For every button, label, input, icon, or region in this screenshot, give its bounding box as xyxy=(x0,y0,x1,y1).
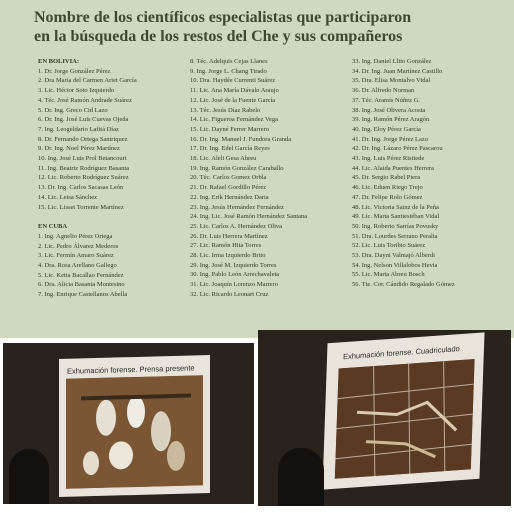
scientist-name: 16. Dr. Ing. Manuel J. Fundora Granda xyxy=(190,135,292,143)
scientist-name: 1. Ing. Agnelio Pérez Ortega xyxy=(38,232,113,240)
scientist-name: 31. Lic. Joaquín Lorenzo Marrero xyxy=(190,281,279,289)
scientist-name: 15. Lic. Dayné Ferrer Marrero xyxy=(190,125,270,133)
scientist-name: 55. Lic. Marta Abreu Bosch xyxy=(352,271,425,279)
scientist-name: 7. Ing. Enrique Castellanos Abella xyxy=(38,291,128,299)
scientist-name: 17. Dr. Ing. Edel García Reyes xyxy=(190,145,270,153)
scientist-name: 2. Dra María del Carmen Ariet García xyxy=(38,77,137,85)
scientist-name: 45. Dr. Sergio Rabel Piera xyxy=(352,174,421,182)
scientist-name: 10. Ing. José Luis Prol Betancourt xyxy=(38,155,127,163)
title-line-1: Nombre de los científicos especialistas que participaron xyxy=(34,9,412,26)
scientist-name: 5. Lic. Ketta Bacallao Fernández xyxy=(38,271,124,279)
scientist-name: 20. Téc. Carlos Gomez Orbla xyxy=(190,174,267,182)
scientist-name: 25. Lic. Carlos A. Hernández Oliva xyxy=(190,222,283,230)
scientist-name: 51. Dra. Lourdes Serrano Peralta xyxy=(352,232,438,240)
scientist-name: 42. Dr. Ing. Lázaro Pérez Pascarou xyxy=(352,145,443,153)
scientist-name: 53. Dra. Dayni Valmajó Alberdi xyxy=(352,252,435,260)
scientist-name: 30. Ing. Pablo León Arrechavaleta xyxy=(190,271,280,279)
scientist-name: 14. Lic. Leisa Sánchez xyxy=(38,193,98,201)
scientist-name: 6. Dr. Ing. José Luis Cuevas Ojeda xyxy=(38,116,129,124)
scientist-name: 39. Ing. Ramón Pérez Aragón xyxy=(352,116,430,124)
country-heading: EN BOLIVIA: xyxy=(38,58,79,65)
scientist-name: 28. Lic. Irma Izquierdo Brito xyxy=(190,252,266,260)
exhumation-photo-grid xyxy=(258,330,511,506)
scientist-name: 4. Téc. José Ramón Andrade Suárez xyxy=(38,96,132,104)
scientist-name: 15. Lic. Lisset Torrente Martínez xyxy=(38,203,124,211)
scientist-name: 13. Dr. Ing. Carlos Sacasas León xyxy=(38,184,124,192)
scientist-name: 27. Lic. Ramón Hita Torres xyxy=(190,242,262,250)
scientist-name: 38. Ing. José Olivera Acosta xyxy=(352,106,426,114)
scientist-name: 41. Dr. Ing. Jorge Pérez Lazo xyxy=(352,135,429,143)
grid-remains-illustration xyxy=(335,359,475,479)
scientist-name: 3. Lic. Héctor Soto Izquierdo xyxy=(38,87,115,95)
scientist-name: 23. Ing. Jesús Hernández Fernández xyxy=(190,203,284,211)
scientist-name: 46. Lic. Eduen Riego Trejo xyxy=(352,184,423,192)
photo-caption: Exhumación forense. Prensa presente xyxy=(67,363,195,376)
scientist-name: 33. Ing. Daniel Llito González xyxy=(352,58,432,65)
scientist-name: 2. Lic. Pedro Álvarez Mederos xyxy=(38,242,119,250)
projection-screen xyxy=(322,332,484,489)
scientist-name: 35. Dra. Elisa Montalvo Vidal xyxy=(352,77,431,85)
scientist-name: 12. Lic. Roberto Rodríguez Suárez xyxy=(38,174,129,182)
names-column-1 xyxy=(38,57,178,300)
scientist-name: 36. Dr. Alfredo Norman xyxy=(352,87,415,95)
presenter-silhouette xyxy=(9,449,49,504)
scientist-name: 52. Lic. Luis Toribio Suárez xyxy=(352,242,426,250)
scientist-name: 5. Dr. Ing. Greco Cid Lazo xyxy=(38,106,108,114)
scientist-name: 34. Dr. Ing. Juan Martínez Castillo xyxy=(352,67,443,75)
scientist-name: 50. Ing. Roberto Sarrías Povusky xyxy=(352,222,439,230)
page-title xyxy=(34,8,508,46)
scientist-name: 13. Téc. Jesús Díaz Rabelo xyxy=(190,106,261,114)
scientist-name: 21. Dr. Rafael Gordillo Pérez xyxy=(190,184,267,192)
scientist-name: 9. Ing. Jorge L. Chang Tirado xyxy=(190,67,267,75)
country-heading: EN CUBA xyxy=(38,223,68,231)
scientist-name: 1. Dr. Jorge González Pérez xyxy=(38,67,111,75)
scientist-name: 10. Dra. Haydée Currenti Suárez xyxy=(190,77,276,85)
scientist-name: 4. Dra. Rosa Arellano Gallego xyxy=(38,262,117,270)
title-line-2: en la búsqueda de los restos del Che y sus compañeros xyxy=(34,28,403,45)
names-column-3 xyxy=(352,57,502,290)
exhumation-photo-press xyxy=(3,343,254,504)
scientist-name: 48. Lic. Victoria Sainz de la Peña xyxy=(352,203,439,211)
grid-excavation-image xyxy=(335,359,475,479)
scientist-name: 14. Lic. Figueroa Fernández Vega xyxy=(190,116,278,124)
scientist-name: 18. Lic. Aleli Gesa Abreu xyxy=(190,155,257,163)
scientist-name: 12. Lic. José de la Fuente García xyxy=(190,96,276,104)
scientist-name: 32. Lic. Ricardo Leonart Cruz xyxy=(190,290,269,298)
scientist-name: 11. Lic. Ana María Dávalo Araujo xyxy=(190,87,279,95)
scientist-name: 8. Téc. Adelquis Cejas Llanes xyxy=(190,58,268,65)
scientist-name: 29. Ing. José M. Izquierdo Torres xyxy=(190,261,277,269)
scientist-name: 54. Ing. Nelson Villalobos Hevia xyxy=(352,261,438,269)
scientist-name: 49. Lic. Marta Santiestéban Vidal xyxy=(352,213,440,221)
photo-caption: Exhumación forense. Cuadriculado xyxy=(342,344,460,362)
list-gap xyxy=(38,212,178,222)
scientist-name: 40. Ing. Eloy Pérez García xyxy=(352,125,421,133)
excavation-people-illustration xyxy=(66,375,203,489)
excavation-scene-image xyxy=(66,375,203,489)
scientist-name: 24. Ing. Lic. José Ramón Hernández Santana xyxy=(190,213,308,221)
scientist-name: 56. Tte. Cor. Cándido Regalado Gómez xyxy=(352,281,455,289)
scientist-name: 7. Ing. Leogeldario Lafitá Díaz xyxy=(38,125,119,133)
names-column-2 xyxy=(190,57,330,300)
scientist-name: 11. Ing. Beatriz Rodríguez Basanta xyxy=(38,164,130,172)
scientist-name: 44. Lic. Alaida Puentes Herrera xyxy=(352,164,434,172)
scientist-name: 19. Ing. Ramón González Caraballo xyxy=(190,164,284,172)
scientist-name: 26. Dr. Luis Herrera Martínez xyxy=(190,232,268,240)
projection-screen xyxy=(59,355,210,497)
scientist-name: 8. Dr. Fernando Ortega Santriquez xyxy=(38,135,128,143)
scientist-name: 37. Téc. Aramís Núñez G. xyxy=(352,96,420,104)
scientist-name: 43. Ing. Luis Pérez Ristiede xyxy=(352,155,425,163)
scientist-name: 6. Dra. Alicia Basanta Montesino xyxy=(38,281,125,289)
scientist-name: 47. Dr. Felipe Rolo Gómez xyxy=(352,193,423,201)
scientist-name: 22. Ing. Erik Hernández Daria xyxy=(190,193,269,201)
scientist-name: 3. Lic. Fermín Amaro Suárez xyxy=(38,252,114,260)
scientist-name: 9. Dr. Ing. Noel Pérez Martínez xyxy=(38,145,120,153)
presenter-silhouette xyxy=(278,448,324,506)
